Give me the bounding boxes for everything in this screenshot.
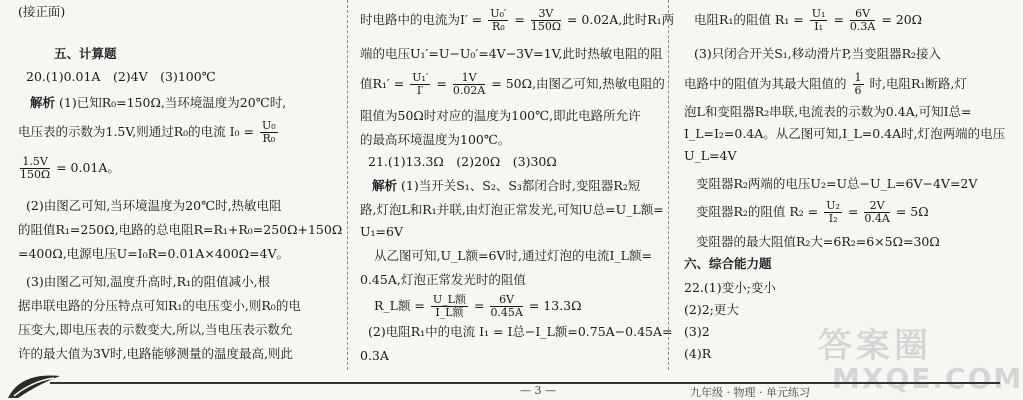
q21-cont-line-9: 变阻器的最大阻值R₂大=6R₂=6×5Ω=30Ω — [696, 234, 940, 249]
section-title-calc: 五、计算题 — [54, 46, 117, 61]
fraction: $\frac{6V}{0.3A}$ — [849, 7, 876, 33]
q21-analysis-line-2: 路,灯泡L和R₁并联,由灯泡正常发光,可知U总=U_L额= — [360, 202, 664, 217]
q20-analysis-line-3: $\frac{1.5V}{150\Omega}$ = 0.01A。 — [20, 155, 120, 181]
column-divider — [668, 0, 669, 370]
fraction: $\frac{1V}{0.02A}$ — [452, 71, 486, 97]
q21-analysis-line-8: 0.3A — [360, 348, 389, 363]
q22-answer-3: (3)2 — [684, 324, 710, 339]
page-footer — [0, 372, 1000, 400]
q21-cont-line-3: 电路中的阻值为其最大阻值的 $\frac{1}{6}$ 时,电阻R₁断路,灯 — [684, 71, 967, 97]
q21-cont-line-1: 电阻R₁的阻值 R₁ = $\frac{\text{U₁}}{\text{I₁}}$ = $\frac{6V}{0.3A}$ = 20Ω — [694, 7, 923, 33]
q21-analysis-line-4: 从乙图可知,U_L额=6V时,通过灯泡的电流I_L额= — [374, 248, 652, 263]
column-2 — [360, 0, 675, 372]
column-3 — [684, 0, 1006, 372]
fraction: $\frac{\text{U₁}}{\text{I₁}}$ — [811, 7, 826, 33]
analysis-label: 解析 — [30, 95, 56, 110]
q22-answer-1: 22.(1)变小;变小 — [684, 280, 776, 295]
column-1 — [18, 0, 343, 372]
q21-analysis-line-1: 解析 (1)当开关S₁、S₂、S₃都闭合时,变阻器R₂短 — [372, 178, 641, 193]
fraction: $\frac{1.5V}{150\Omega}$ — [20, 155, 51, 181]
q21-analysis-line-5: 0.45A,灯泡正常发光时的阻值 — [360, 272, 526, 287]
fraction: $\frac{3V}{150\Omega}$ — [530, 7, 561, 33]
q20-cont-line-4: 阻值为50Ω时对应的温度为100℃,即此电路所允许 — [360, 108, 641, 123]
q21-answer: 21.(1)13.3Ω (2)20Ω (3)30Ω — [368, 154, 557, 169]
q20-analysis-line-2: 电压表的示数为1.5V,则通过R₀的电流 I₀ = $\frac{\text{U₀}}{\text{R₀}}$ — [18, 119, 276, 145]
q21-cont-line-8: 变阻器R₂的阻值 R₂ = $\frac{\text{U₂}}{\text{I₂}}$ = $\frac{2V}{0.4A}$ = 5Ω — [696, 199, 929, 225]
q20-cont-line-2: 端的电压U₁′=U−U₀′=4V−3V=1V,此时热敏电阻的阻 — [360, 46, 663, 61]
q20-cont-line-3: 值R₁′ = $\frac{\text{U₁′}}{I'}$ = $\frac{1V}{0.02A}$ = 50Ω,由图乙可知,热敏电阻的 — [360, 71, 665, 97]
footer-title: 九年级 · 物理 · 单元练习 — [690, 386, 810, 399]
q20-analysis-line-9: 压变大,即电压表的示数变大,所以,当电压表示数允 — [18, 322, 293, 337]
q20-analysis-line-5: 的阻值R₁=250Ω,电路的总电阻R=R₁+R₀=250Ω+150Ω — [18, 222, 343, 237]
fraction: $\frac{\text{U₀}}{\text{R₀}}$ — [261, 119, 276, 145]
analysis-label: 解析 — [372, 178, 398, 193]
continued-note: (接正面) — [18, 4, 66, 19]
q20-analysis-line-8: 据串联电路的分压特点可知R₁的电压变小,则R₀的电 — [18, 298, 301, 313]
fraction: $\frac{\text{U₀′}}{\text{R₀}}$ — [490, 7, 507, 33]
q21-analysis-line-7: (2)电阻R₁中的电流 I₁ = I总−I_L额=0.75A−0.45A= — [368, 324, 673, 339]
q21-analysis-line-6: R_L额 = $\frac{\text{U\_L额}}{\text{I\_L额}}$ = $\frac{6V}{0.45A}$ = 13.3Ω — [374, 293, 582, 319]
q22-answer-4: (4)R — [684, 346, 712, 361]
q20-analysis-line-7: (3)由图乙可知,温度升高时,R₁的阻值减小,根 — [26, 274, 271, 289]
q20-answer: 20.(1)0.01A (2)4V (3)100℃ — [26, 69, 216, 84]
leaf-logo-icon — [4, 372, 64, 400]
fraction: $\frac{\text{U₁′}}{I'}$ — [412, 71, 429, 97]
q21-cont-line-5: I_L=I₂=0.4A。从乙图可知,I_L=0.4A时,灯泡两端的电压 — [684, 126, 1006, 141]
q20-analysis-line-1: 解析 (1)已知R₀=150Ω,当环境温度为20℃时, — [30, 95, 287, 110]
fraction: $\frac{1}{6}$ — [854, 71, 862, 97]
fraction: $\frac{6V}{0.45A}$ — [490, 293, 523, 319]
fraction: $\frac{\text{U\_L额}}{\text{I\_L额}}$ — [432, 293, 466, 319]
q20-analysis-line-6: =400Ω,电源电压U=I₀R=0.01A×400Ω=4V。 — [18, 246, 290, 261]
q21-analysis-line-3: U₁=6V — [360, 224, 403, 239]
q21-cont-line-6: U_L=4V — [684, 148, 737, 163]
q20-cont-line-5: 的最高环境温度为100℃。 — [360, 132, 511, 147]
q21-cont-line-7: 变阻器R₂两端的电压U₂=U总−U_L=6V−4V=2V — [696, 176, 978, 191]
watermark-text-cn: 答案圈 — [818, 326, 932, 366]
column-divider — [347, 0, 348, 370]
q20-analysis-line-4: (2)由图乙可知,当环境温度为20℃时,热敏电阻 — [26, 198, 282, 213]
watermark-text-en: MXQE.COM — [832, 362, 1023, 395]
page-number: — 3 — — [520, 384, 556, 397]
q20-cont-line-1: 时电路中的电流为I′ = $\frac{\text{U₀′}}{\text{R₀}}$ = $\frac{3V}{150\Omega}$ = 0.02A,此时R₁两 — [360, 7, 675, 33]
q21-cont-line-4: 泡L和变阻器R₂串联,电流表的示数为0.4A,可知I总= — [684, 104, 972, 119]
fraction: $\frac{\text{U₂}}{\text{I₂}}$ — [826, 199, 840, 225]
q20-analysis-line-10: 许的最大值为3V时,电路能够测量的温度最高,则此 — [18, 346, 293, 361]
section-title-comprehensive: 六、综合能力题 — [684, 256, 772, 271]
q21-cont-line-2: (3)只闭合开关S₁,移动滑片P,当变阻器R₂接入 — [694, 46, 942, 61]
q22-answer-2: (2)2;更大 — [684, 302, 739, 317]
fraction: $\frac{2V}{0.4A}$ — [864, 199, 890, 225]
